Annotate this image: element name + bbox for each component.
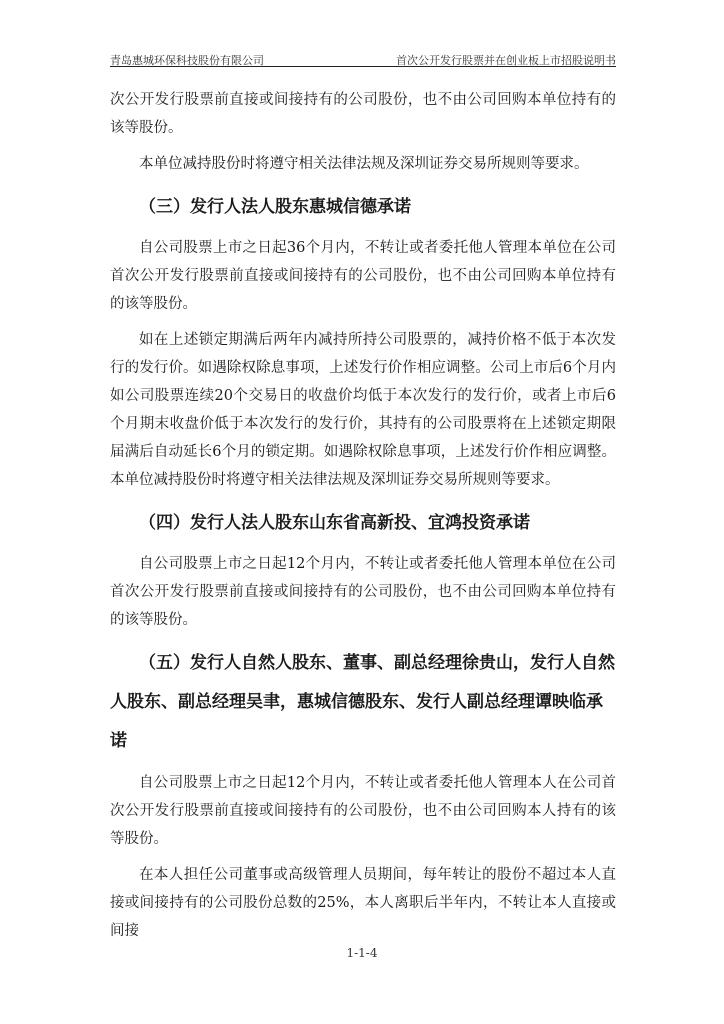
- section-heading-4: （四）发行人法人股东山东省高新投、宜鸿投资承诺: [139, 513, 530, 533]
- document-body: [110, 86, 616, 945]
- section-heading-5: （五）发行人自然人股东、董事、副总经理徐贵山，发行人自然人股东、副总经理吴聿，惠城信德股东、发行人副总经理谭映临承诺: [110, 653, 615, 751]
- header-divider: [110, 66, 616, 67]
- company-name: 青岛惠城环保科技股份有限公司: [110, 54, 264, 67]
- paragraph-lockup-36-months: 自公司股票上市之日起36个月内，不转让或者委托他人管理本单位在公司首次公开发行股票前直接或间接持有的公司股份，也不由公司回购本单位持有的该等股份。: [110, 240, 616, 312]
- paragraph-reduction-price: 如在上述锁定期满后两年内减持所持公司股票的，减持价格不低于本次发行的发行价。如遇除权除息事项，上述发行价作相应调整。公司上市后6个月内如公司股票连续20个交易日的收盘价均低于本次发行的发行价，或者上市后6个月期末收盘价低于本次发行的发行价，其持有的公司股票将在上述锁定期限届满后自动延长6个月的锁定期。如遇除权除息事项，上述发行价作相应调整。本单位减持股份时将遵守相关法律法规及深圳证券交易所规则等要求。: [110, 332, 616, 488]
- paragraph-personal-lockup: 自公司股票上市之日起12个月内，不转让或者委托他人管理本人在公司首次公开发行股票前直接或间接持有的公司股份，也不由公司回购本人持有的该等股份。: [110, 775, 616, 847]
- paragraph-continuation: 次公开发行股票前直接或间接持有的公司股份，也不由公司回购本单位持有的该等股份。: [110, 92, 616, 136]
- paragraph-reduction-rule: 本单位减持股份时将遵守相关法律法规及深圳证券交易所规则等要求。: [139, 156, 589, 172]
- section-heading-3: （三）发行人法人股东惠城信德承诺: [139, 197, 411, 217]
- paragraph-transfer-limit: 在本人担任公司董事或高级管理人员期间，每年转让的股份不超过本人直接或间接持有的公司股份总数的25%，本人离职后半年内，不转让本人直接或间接: [110, 867, 616, 939]
- page-number: 1-1-4: [346, 946, 378, 960]
- document-title: 首次公开发行股票并在创业板上市招股说明书: [396, 54, 616, 67]
- paragraph-lockup-12-months: 自公司股票上市之日起12个月内，不转让或者委托他人管理本单位在公司首次公开发行股票前直接或间接持有的公司股份，也不由公司回购本单位持有的该等股份。: [110, 556, 616, 628]
